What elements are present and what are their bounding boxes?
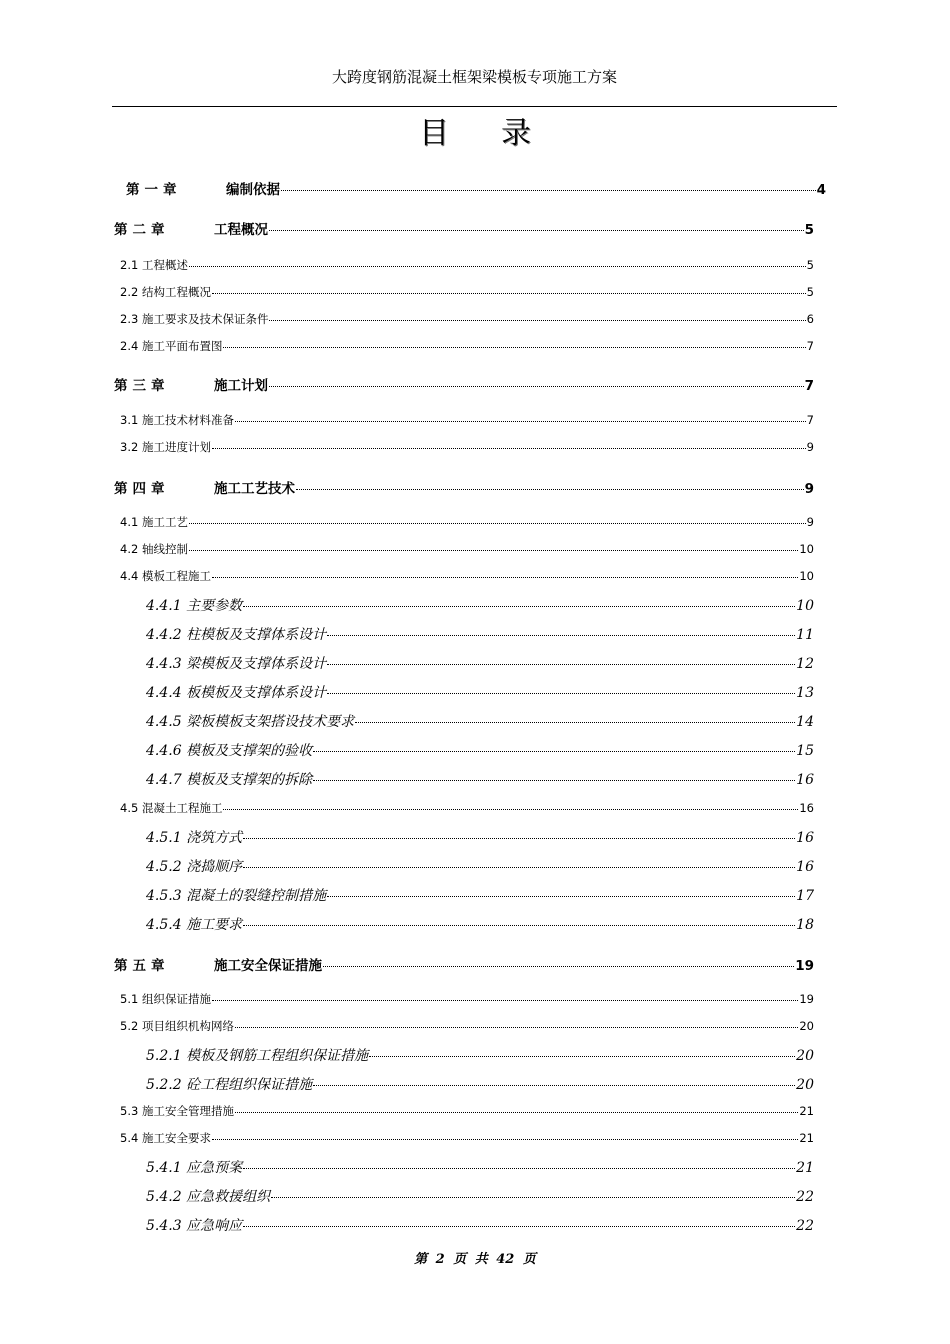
toc-entry-subsection[interactable] — [146, 1157, 814, 1177]
toc-page-number: 7 — [806, 413, 814, 427]
dot-leader — [323, 966, 794, 967]
dot-leader — [281, 190, 816, 191]
toc-entry-text: 5.2.1 模板及钢筋工程组织保证措施 — [146, 1048, 369, 1064]
toc-page-number: 5 — [806, 258, 814, 272]
toc-page-number: 11 — [796, 627, 814, 643]
dot-leader — [243, 867, 795, 868]
toc-entry-subsection[interactable] — [146, 1215, 814, 1235]
toc-page-number: 22 — [796, 1218, 814, 1234]
dot-leader — [369, 1056, 795, 1057]
toc-entry-subsection[interactable] — [146, 827, 814, 847]
dot-leader — [327, 664, 795, 665]
dot-leader — [243, 1226, 795, 1227]
toc-entry-text: 5.2 项目组织机构网络 — [120, 1019, 234, 1033]
toc-entry-subsection[interactable] — [146, 885, 814, 905]
toc-entry-text: 4.5.1 浇筑方式 — [146, 830, 243, 846]
toc-entry-subsection[interactable] — [146, 711, 814, 731]
page-footer: 第 2 页 共 42 页 — [414, 1252, 536, 1267]
toc-chapter-label: 第三章 — [114, 378, 170, 394]
toc-entry-text: 5.4.3 应急响应 — [146, 1218, 243, 1234]
toc-entry-text: 5.4.2 应急救援组织 — [146, 1189, 271, 1205]
toc-entry-text: 4.4 模板工程施工 — [120, 569, 211, 583]
toc-entry-text: 4.4.1 主要参数 — [146, 598, 243, 614]
toc-page-number: 15 — [796, 743, 814, 759]
toc-page-number: 18 — [796, 917, 814, 933]
toc-page-number: 12 — [796, 656, 814, 672]
dot-leader — [235, 1027, 798, 1028]
toc-page-number: 13 — [796, 685, 814, 701]
toc-entry-section[interactable] — [120, 284, 814, 300]
toc-entry-text: 4.4.5 梁板模板支架搭设技术要求 — [146, 714, 355, 730]
dot-leader — [355, 722, 795, 723]
toc-page-number: 7 — [806, 339, 814, 353]
toc-page-number: 9 — [806, 440, 814, 454]
dot-leader — [313, 751, 795, 752]
toc-entry-text: 施工计划 — [214, 378, 268, 394]
toc-page-number: 17 — [796, 888, 814, 904]
toc-chapter-label: 第一章 — [126, 182, 182, 198]
toc-entry-text: 2.2 结构工程概况 — [120, 285, 211, 299]
toc-entry-section[interactable] — [120, 1103, 814, 1119]
toc-entry-text: 5.4.1 应急预案 — [146, 1160, 243, 1176]
dot-leader — [269, 386, 804, 387]
toc-entry-text: 5.1 组织保证措施 — [120, 992, 211, 1006]
dot-leader — [189, 266, 806, 267]
toc-entry-subsection[interactable] — [146, 769, 814, 789]
dot-leader — [243, 838, 795, 839]
toc-page-number: 19 — [799, 992, 814, 1006]
dot-leader — [223, 809, 798, 810]
toc-entry-text: 5.2.2 砼工程组织保证措施 — [146, 1077, 313, 1093]
toc-entry-text: 工程概况 — [214, 222, 268, 238]
toc-chapter-label: 第二章 — [114, 222, 170, 238]
toc-entry-chapter[interactable] — [126, 178, 826, 198]
toc-page-number: 16 — [796, 772, 814, 788]
toc-entry-subsection[interactable] — [146, 595, 814, 615]
toc-entry-text: 3.2 施工进度计划 — [120, 440, 211, 454]
dot-leader — [212, 293, 806, 294]
toc-page-number: 6 — [806, 312, 814, 326]
toc-entry-text: 4.5.4 施工要求 — [146, 917, 243, 933]
toc-page-number: 16 — [796, 859, 814, 875]
toc-entry-text: 2.3 施工要求及技术保证条件 — [120, 312, 269, 326]
dot-leader — [296, 489, 804, 490]
toc-entry-subsection[interactable] — [146, 1074, 814, 1094]
toc-page-number: 22 — [796, 1189, 814, 1205]
toc-entry-subsection[interactable] — [146, 914, 814, 934]
dot-leader — [327, 635, 795, 636]
toc-entry-chapter[interactable] — [114, 477, 814, 497]
toc-entry-section[interactable] — [120, 439, 814, 455]
toc-entry-text: 5.4 施工安全要求 — [120, 1131, 211, 1145]
dot-leader — [243, 925, 795, 926]
toc-page-number: 9 — [806, 515, 814, 529]
dot-leader — [189, 550, 798, 551]
toc-page-number: 21 — [799, 1131, 814, 1145]
toc-page-number: 20 — [796, 1048, 814, 1064]
dot-leader — [212, 577, 798, 578]
toc-entry-subsection[interactable] — [146, 740, 814, 760]
toc-entry-subsection[interactable] — [146, 1186, 814, 1206]
document-header: 大跨度钢筋混凝土框架梁模板专项施工方案 — [331, 68, 617, 86]
toc-entry-chapter[interactable] — [114, 218, 814, 238]
toc-entry-subsection[interactable] — [146, 1045, 814, 1065]
dot-leader — [243, 606, 795, 607]
toc-entry-text: 4.5.2 浇捣顺序 — [146, 859, 243, 875]
dot-leader — [271, 1197, 795, 1198]
toc-entry-section[interactable] — [120, 1130, 814, 1146]
toc-entry-text: 4.4.7 模板及支撑架的拆除 — [146, 772, 313, 788]
toc-page-number: 10 — [796, 598, 814, 614]
toc-entry-subsection[interactable] — [146, 856, 814, 876]
dot-leader — [212, 1000, 798, 1001]
dot-leader — [313, 1085, 795, 1086]
toc-entry-text: 4.4.4 板模板及支撑体系设计 — [146, 685, 327, 701]
toc-entry-section[interactable] — [120, 1018, 814, 1034]
dot-leader — [327, 896, 795, 897]
toc-page-number: 5 — [806, 285, 814, 299]
toc-entry-text: 5.3 施工安全管理措施 — [120, 1104, 234, 1118]
toc-page-number: 16 — [799, 801, 814, 815]
toc-page-number: 19 — [795, 958, 814, 974]
toc-entry-subsection[interactable] — [146, 682, 814, 702]
toc-entry-section[interactable] — [120, 514, 814, 530]
dot-leader — [313, 780, 795, 781]
toc-entry-section[interactable] — [120, 541, 814, 557]
dot-leader — [243, 1168, 795, 1169]
toc-entry-text: 2.4 施工平面布置图 — [120, 339, 223, 353]
toc-entry-chapter[interactable] — [114, 954, 814, 974]
toc-page-number: 4 — [816, 182, 826, 198]
toc-entry-text: 4.4.3 梁模板及支撑体系设计 — [146, 656, 327, 672]
toc-page-number: 9 — [804, 481, 814, 497]
dot-leader — [235, 1112, 798, 1113]
toc-page-number: 14 — [796, 714, 814, 730]
toc-entry-text: 施工安全保证措施 — [214, 958, 322, 974]
toc-chapter-label: 第四章 — [114, 481, 170, 497]
dot-leader — [212, 448, 806, 449]
toc-entry-section[interactable] — [120, 800, 814, 816]
toc-page-number: 10 — [799, 542, 814, 556]
toc-entry-text: 4.5 混凝土工程施工 — [120, 801, 223, 815]
toc-page-number: 20 — [799, 1019, 814, 1033]
toc-entry-text: 3.1 施工技术材料准备 — [120, 413, 234, 427]
toc-page-number: 21 — [796, 1160, 814, 1176]
toc-page-number: 5 — [804, 222, 814, 238]
toc-entry-text: 4.5.3 混凝土的裂缝控制措施 — [146, 888, 327, 904]
toc-page-number: 16 — [796, 830, 814, 846]
toc-entry-text: 编制依据 — [226, 182, 280, 198]
toc-entry-subsection[interactable] — [146, 624, 814, 644]
toc-chapter-label: 第五章 — [114, 958, 170, 974]
dot-leader — [235, 421, 806, 422]
toc-entry-text: 4.1 施工工艺 — [120, 515, 188, 529]
toc-entry-text: 2.1 工程概述 — [120, 258, 188, 272]
dot-leader — [189, 523, 806, 524]
toc-entry-text: 4.4.2 柱模板及支撑体系设计 — [146, 627, 327, 643]
toc-entry-section[interactable] — [120, 338, 814, 354]
toc-entry-text: 4.4.6 模板及支撑架的验收 — [146, 743, 313, 759]
dot-leader — [212, 1139, 798, 1140]
dot-leader — [327, 693, 795, 694]
toc-entry-text: 4.2 轴线控制 — [120, 542, 188, 556]
toc-entry-section[interactable] — [120, 412, 814, 428]
toc-page-number: 7 — [804, 378, 814, 394]
dot-leader — [223, 347, 805, 348]
toc-entry-section[interactable] — [120, 311, 814, 327]
toc-title: 目录 — [419, 116, 583, 151]
toc-entry-section[interactable] — [120, 568, 814, 584]
toc-entry-text: 施工工艺技术 — [214, 481, 295, 497]
dot-leader — [269, 230, 804, 231]
toc-entry-section[interactable] — [120, 257, 814, 273]
toc-page-number: 10 — [799, 569, 814, 583]
toc-entry-subsection[interactable] — [146, 653, 814, 673]
dot-leader — [269, 320, 805, 321]
toc-page-number: 21 — [799, 1104, 814, 1118]
toc-page-number: 20 — [796, 1077, 814, 1093]
toc-entry-section[interactable] — [120, 991, 814, 1007]
toc-entry-chapter[interactable] — [114, 374, 814, 394]
